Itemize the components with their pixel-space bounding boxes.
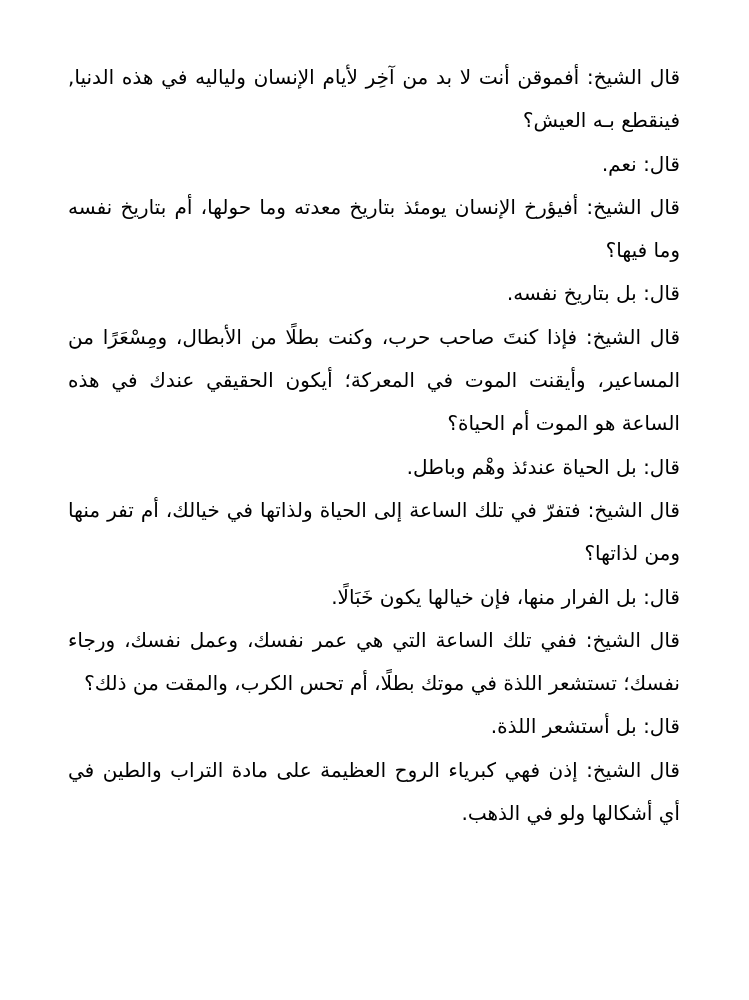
paragraph-11: قال الشيخ: إذن فهي كبرياء الروح العظيمة على مادة التراب والطين في أي أشكالها ولو في الذهب.: [68, 757, 680, 826]
paragraph-8: قال: بل الفرار منها، فإن خيالها يكون خَبَالًا.: [331, 584, 680, 609]
paragraph-7: قال الشيخ: فتفرّ في تلك الساعة إلى الحياة ولذاتها في خيالك، أم تفر منها ومن لذاتها؟: [68, 497, 680, 566]
paragraph-1: قال الشيخ: أفموقن أنت لا بد من آخِر لأيام الإنسان ولياليه في هذه الدنيا, فينقطع بـه العيش؟: [68, 65, 680, 133]
paragraph-5: قال الشيخ: فإذا كنتَ صاحب حرب، وكنت بطلًا من الأبطال، ومِسْعَرًا من المساعير، وأيقنت الموت في المعركة؛ أيكون الحقيقي عندك في هذه الساعة هو الموت أم الحياة؟: [68, 324, 680, 436]
paragraph-9: قال الشيخ: ففي تلك الساعة التي هي عمر نفسك، وعمل نفسك، ورجاء نفسك؛ تستشعر اللذة في موتك بطلًا، أم تحس الكرب، والمقت من ذلك؟: [68, 627, 680, 696]
paragraph-4: قال: بل بتاريخ نفسه.: [506, 281, 680, 306]
paragraph-10: قال: بل أستشعر اللذة.: [490, 714, 680, 739]
document-body: [68, 56, 680, 835]
paragraph-2: قال: نعم.: [601, 151, 680, 176]
paragraph-6: قال: بل الحياة عندئذ وهْم وباطل.: [406, 454, 680, 479]
paragraph-3: قال الشيخ: أفيؤرخ الإنسان يومئذ بتاريخ معدته وما حولها، أم بتاريخ نفسه وما فيها؟: [68, 194, 680, 263]
